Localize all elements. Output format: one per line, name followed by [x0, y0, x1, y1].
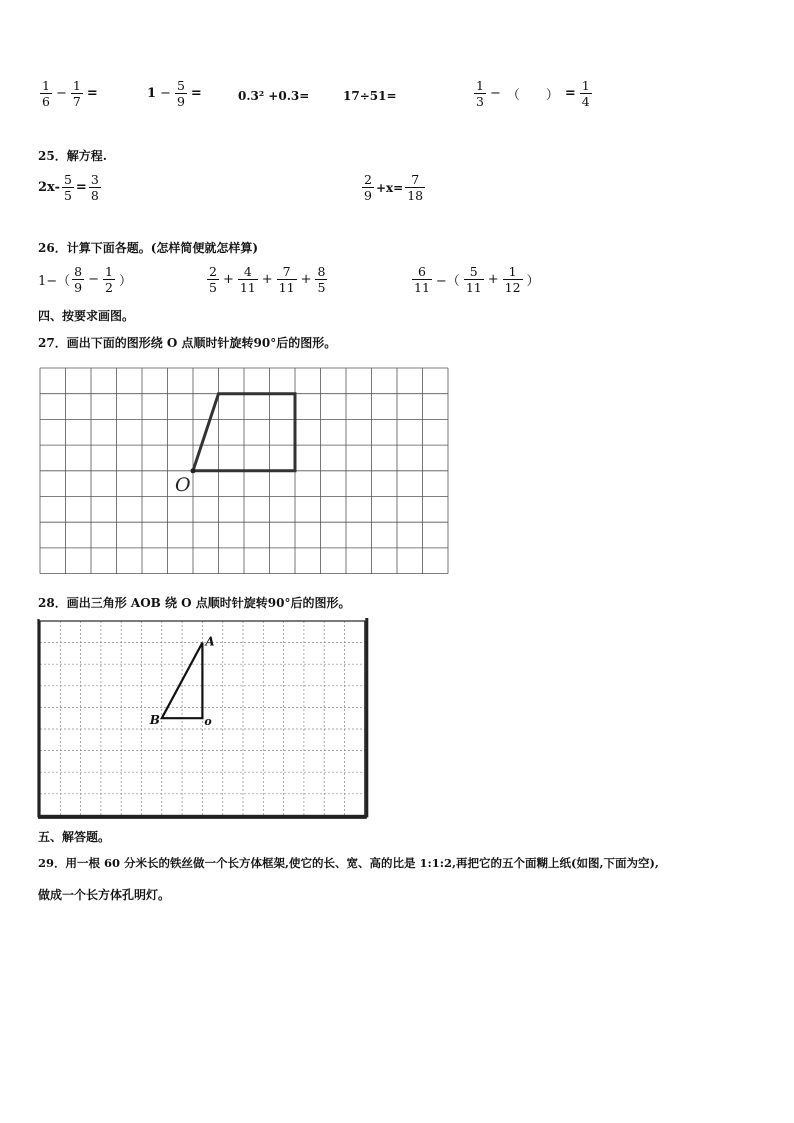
calc-26-3: $\frac{6}{11}$ −（ $\frac{5}{11}$ + $\frac{1}{12}$ ）: [414, 264, 540, 295]
question-26-title: 26．计算下面各题。(怎样简便就怎样算): [38, 241, 259, 255]
question-29-line-1: 29．用一根 60 分米长的铁丝做一个长方体框架,使它的长、宽、高的比是 1:1:2,再把它的五个面糊上纸(如图,下面为空),: [38, 856, 659, 870]
fraction: $\frac{1}{4}$: [581, 78, 590, 109]
fraction: $\frac{2}{5}$: [209, 264, 217, 295]
fraction: $\frac{1}{7}$: [72, 78, 81, 109]
point-o-dot: [191, 468, 196, 473]
fraction: $\frac{2}{9}$: [364, 172, 372, 203]
label-o: O: [175, 473, 191, 496]
section-4-title: 四、按要求画图。: [38, 309, 135, 323]
calc-1-6-minus-1-7: $\frac{1}{6}$ − $\frac{1}{7}$ =: [42, 78, 98, 109]
fraction: $\frac{3}{8}$: [90, 172, 99, 203]
question-29-line-2: 做成一个长方体孔明灯。: [38, 888, 171, 902]
fraction: $\frac{8}{9}$: [74, 264, 83, 295]
calc-1-minus-5-9: 1 − $\frac{5}{9}$ =: [147, 78, 202, 109]
label-a: A: [205, 634, 215, 649]
label-o: o: [204, 715, 212, 729]
calc-division: 17÷51=: [343, 89, 397, 103]
fraction: $\frac{6}{11}$: [414, 264, 430, 295]
fraction: $\frac{5}{9}$: [176, 78, 185, 109]
fraction: $\frac{4}{11}$: [239, 264, 256, 295]
question-27-title: 27．画出下面的图形绕 O 点顺时针旋转90°后的图形。: [38, 336, 337, 350]
question-25-title: 25．解方程.: [38, 149, 107, 163]
fraction: $\frac{1}{3}$: [476, 78, 484, 109]
fraction: $\frac{7}{11}$: [278, 264, 295, 295]
equation-1: 2x- $\frac{5}{5}$ = $\frac{3}{8}$: [38, 172, 99, 203]
calc-fill-blank: $\frac{1}{3}$ − （ ） = $\frac{1}{4}$: [476, 78, 590, 109]
calc-26-2: $\frac{2}{5}$ + $\frac{4}{11}$ + $\frac{7}{11}$ + $\frac{8}{5}$: [209, 264, 326, 295]
fraction: $\frac{8}{5}$: [317, 264, 326, 295]
fraction: $\frac{1}{6}$: [42, 78, 50, 109]
fraction: $\frac{5}{5}$: [63, 172, 72, 203]
label-b: B: [149, 713, 160, 728]
fraction: $\frac{7}{18}$: [407, 172, 424, 203]
fraction: $\frac{1}{2}$: [105, 264, 113, 295]
equation-2: $\frac{2}{9}$ +x= $\frac{7}{18}$: [364, 172, 424, 203]
section-5-title: 五、解答题。: [38, 830, 111, 844]
fraction: $\frac{1}{12}$: [504, 264, 521, 295]
calc-decimal-square: 0.3² +0.3=: [238, 89, 310, 103]
fraction: $\frac{5}{11}$: [465, 264, 482, 295]
question-28-title: 28．画出三角形 AOB 绕 O 点顺时针旋转90°后的图形。: [38, 596, 351, 610]
answer-blank[interactable]: （ ）: [506, 88, 559, 103]
calc-26-1: 1−（ $\frac{8}{9}$ − $\frac{1}{2}$ ）: [38, 264, 132, 295]
